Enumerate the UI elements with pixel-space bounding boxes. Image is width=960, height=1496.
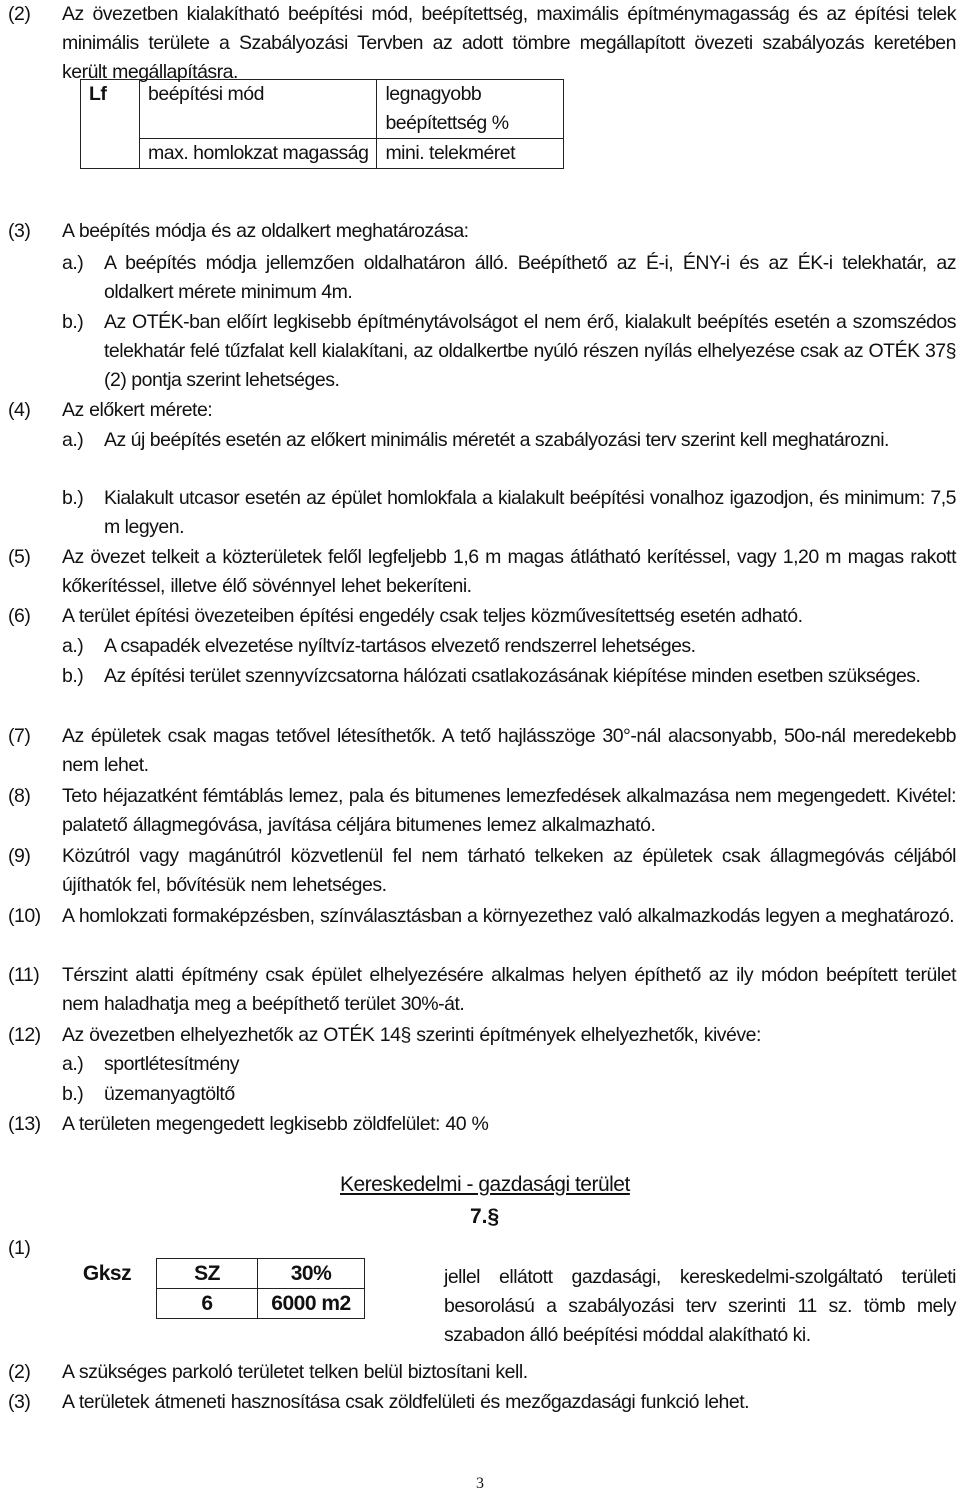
section-title: Kereskedelmi - gazdasági terület <box>340 1173 630 1196</box>
subparagraph-label: b.) <box>62 665 84 687</box>
zone-code-cell: Lf <box>81 80 140 169</box>
paragraph-number: (5) <box>8 546 31 568</box>
paragraph-text: A területen megengedett legkisebb zöldfelület: 40 % <box>62 1113 489 1135</box>
height-cell: 6 <box>157 1289 258 1319</box>
paragraph-text: Az övezet telkeit a közterületek felől legfeljebb 1,6 m magas átlátható kerítéssel, vagy 1,20 m magas rakott kőkerítéssel, illetve élő sövénnyel lehet bekeríteni. <box>62 546 956 597</box>
subparagraph-label: a.) <box>62 1053 84 1075</box>
building-mode-cell: SZ <box>157 1259 258 1289</box>
paragraph-text: Teto héjazatként fémtáblás lemez, pala és bitumenes lemezfedések alkalmazása nem megengedett. Kivétel: palatető állagmegóvása, javítása céljára bitumenes lemez alkalmazható. <box>62 785 956 836</box>
paragraph-number: (7) <box>8 725 31 747</box>
paragraph-number: (13) <box>8 1113 41 1135</box>
paragraph-text: jellel ellátott gazdasági, kereskedelmi-szolgáltató területi besorolású a szabályozási terv szerinti 11 sz. tömb mely szabadon álló beépítési móddal alakítható ki. <box>444 1266 956 1346</box>
subparagraph-label: a.) <box>62 429 84 451</box>
paragraph-number: (3) <box>8 1391 31 1413</box>
zone-code-cell: Gksz <box>82 1261 132 1285</box>
subparagraph-text: üzemanyagtöltő <box>104 1083 235 1105</box>
subparagraph-label: a.) <box>62 252 84 274</box>
subparagraph-text: A beépítés módja jellemzően oldalhatáron álló. Beépíthető az É-i, ÉNY-i és az ÉK-i telekhatár, az oldalkert mérete minimum 4m. <box>104 252 956 303</box>
max-coverage-cell: legnagyobb beépítettség % <box>377 80 564 139</box>
paragraph-number: (4) <box>8 399 31 421</box>
paragraph-text: Az épületek csak magas tetővel létesíthetők. A tető hajlásszöge 30°-nál alacsonyabb, 50o-nál meredekebb nem lehet. <box>62 725 956 776</box>
plot-size-cell: 6000 m2 <box>258 1289 365 1319</box>
subparagraph-text: Kialakult utcasor esetén az épület homlokfala a kialakult beépítési vonalhoz igazodjon, és minimum: 7,5 m legyen. <box>104 487 956 538</box>
section-number: 7.§ <box>470 1205 500 1228</box>
paragraph-text: Az övezetben kialakítható beépítési mód, beépítettség, maximális építménymagasság és az építési telek minimális területe a Szabályozási Tervben az adott tömbre megállapított övezeti szabályozás keretében került megállapításra. <box>62 3 956 83</box>
subparagraph-label: b.) <box>62 311 84 333</box>
paragraph-number: (10) <box>8 905 41 927</box>
subparagraph-text: Az új beépítés esetén az előkert minimális méretét a szabályozási terv szerint kell meghatározni. <box>104 429 889 451</box>
paragraph-number: (9) <box>8 845 31 867</box>
paragraph-number: (6) <box>8 605 31 627</box>
paragraph-number: (2) <box>8 3 31 25</box>
paragraph-number: (11) <box>8 964 40 986</box>
min-plot-size-cell: mini. telekméret <box>377 139 564 169</box>
coverage-cell: 30% <box>258 1259 365 1289</box>
lf-zoning-table <box>80 79 564 169</box>
paragraph-text: A terület építési övezeteiben építési engedély csak teljes közművesítettség esetén adható. <box>62 605 803 627</box>
paragraph-text: A szükséges parkoló területet telken belül biztosítani kell. <box>62 1361 528 1383</box>
paragraph-number: (12) <box>8 1024 41 1046</box>
paragraph-text: Az előkert mérete: <box>62 399 213 421</box>
paragraph-text: A beépítés módja és az oldalkert meghatározása: <box>62 220 469 242</box>
paragraph-number: (2) <box>8 1361 31 1383</box>
subparagraph-text: A csapadék elvezetése nyíltvíz-tartásos elvezető rendszerrel lehetséges. <box>104 635 696 657</box>
paragraph-text: A területek átmeneti hasznosítása csak zöldfelületi és mezőgazdasági funkció lehet. <box>62 1391 750 1413</box>
building-mode-cell: beépítési mód <box>140 80 377 139</box>
paragraph-text: Térszint alatti építmény csak épület elhelyezésére alkalmas helyen építhető az ily módon beépített terület nem haladhatja meg a beépíthető terület 30%-át. <box>62 964 956 1015</box>
paragraph-text: Közútról vagy magánútról közvetlenül fel nem tárható telkeken az épületek csak állagmegóvás céljából újíthatók fel, bővítésük nem lehetséges. <box>62 845 956 896</box>
subparagraph-label: a.) <box>62 635 84 657</box>
paragraph-number: (3) <box>8 220 31 242</box>
subparagraph-text: sportlétesítmény <box>104 1053 240 1075</box>
subparagraph-text: Az építési terület szennyvízcsatorna hálózati csatlakozásának kiépítése minden esetben szükséges. <box>104 665 921 687</box>
subparagraph-text: Az OTÉK-ban előírt legkisebb építménytávolságot el nem érő, kialakult beépítés esetén a szomszédos telekhatár felé tűzfalat kell kialakítani, az oldalkertbe nyúló részen nyílás elhelyezése csak az OTÉK 37§ (2) pontja szerint lehetséges. <box>104 311 956 391</box>
paragraph-text: Az övezetben elhelyezhetők az OTÉK 14§ szerinti építmények elhelyezhetők, kivéve: <box>62 1024 761 1046</box>
gksz-zoning-table <box>58 1258 365 1319</box>
subparagraph-label: b.) <box>62 487 84 509</box>
max-height-cell: max. homlokzat magasság <box>140 139 377 169</box>
paragraph-number: (8) <box>8 785 31 807</box>
subparagraph-label: b.) <box>62 1083 84 1105</box>
paragraph-text: A homlokzati formaképzésben, színválasztásban a környezethez való alkalmazkodás legyen a meghatározó. <box>62 905 955 927</box>
page-number: 3 <box>476 1475 484 1492</box>
paragraph-number: (1) <box>8 1237 31 1259</box>
